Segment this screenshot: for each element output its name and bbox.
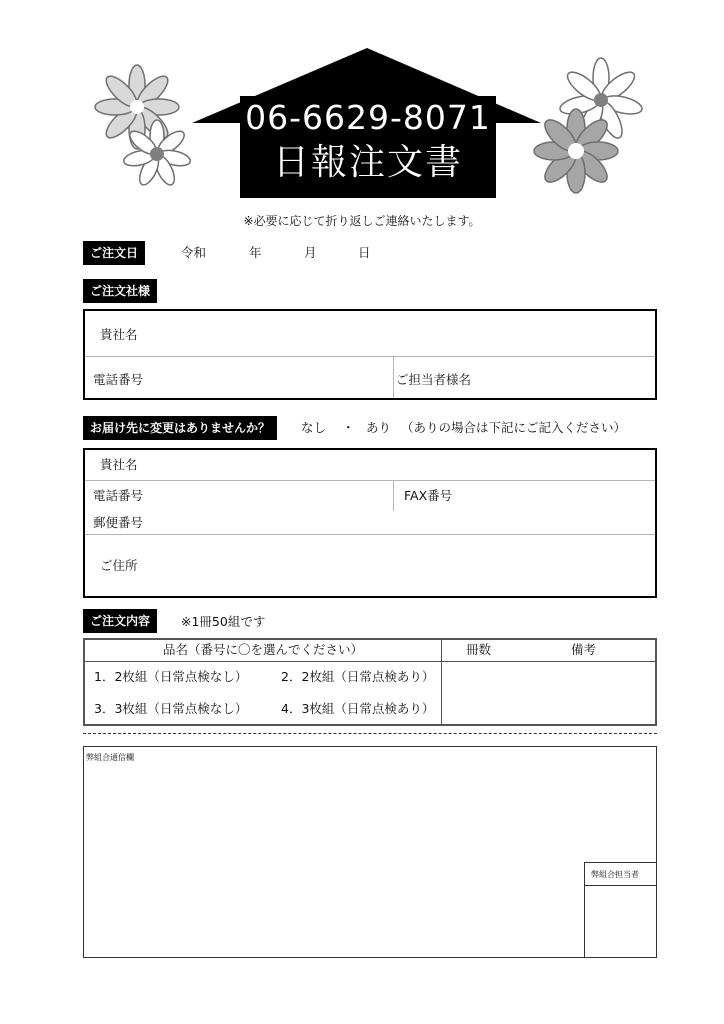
delivery-address-label: ご住所 (100, 558, 138, 573)
communication-label: 弊組合通信欄 (86, 753, 134, 762)
delivery-yes-option[interactable]: あり (366, 420, 392, 435)
divider (85, 356, 655, 357)
delivery-no-option[interactable]: なし (301, 420, 327, 435)
divider (393, 357, 394, 398)
communication-box (83, 746, 657, 958)
delivery-question-label: お届け先に変更はありませんか？ (83, 416, 277, 440)
customer-company-label: 貴社名 (100, 327, 138, 342)
flower-icon (534, 109, 618, 193)
delivery-phone-label: 電話番号 (93, 488, 144, 503)
divider (85, 534, 655, 535)
month-label: 月 (304, 245, 317, 260)
day-label: 日 (358, 245, 371, 260)
order-date-label: ご注文日 (83, 241, 145, 265)
customer-box (83, 309, 657, 400)
option-item[interactable]: 3．3枚組（日常点検なし） (94, 701, 248, 716)
page-title: 日報注文書 (272, 142, 463, 183)
delivery-instruction: （ありの場合は下記にご記入ください） (401, 420, 627, 435)
staff-label: 弊組合担当者 (591, 870, 639, 879)
table-header-divider (85, 661, 655, 662)
divider (393, 481, 394, 511)
col-remarks-header: 備考 (571, 642, 597, 657)
option-item[interactable]: 4．3枚組（日常点検あり） (281, 701, 435, 716)
callback-note: ※必要に応じて折り返しご連絡いたします。 (243, 214, 481, 228)
delivery-postal-label: 郵便番号 (93, 515, 144, 530)
phone-number: 06-6629-8071 (245, 98, 491, 137)
col-item-header: 品名（番号に〇を選んでください） (162, 642, 363, 657)
customer-phone-label: 電話番号 (93, 372, 144, 387)
order-section-label: ご注文内容 (83, 609, 157, 633)
option-item[interactable]: 2．2枚組（日常点検あり） (281, 669, 435, 684)
era-label: 令和 (181, 245, 207, 260)
customer-section-label: ご注文社様 (83, 279, 157, 303)
delivery-company-label: 貴社名 (100, 457, 138, 472)
option-item[interactable]: 1．2枚組（日常点検なし） (94, 669, 248, 684)
option-separator: ・ (342, 420, 355, 435)
table-column-divider (441, 640, 442, 724)
delivery-fax-label: FAX番号 (404, 488, 453, 503)
delivery-box (83, 448, 657, 598)
col-qty-header: 冊数 (466, 642, 492, 657)
divider (584, 885, 656, 886)
customer-contact-label: ご担当者様名 (396, 372, 472, 387)
unit-note: ※1冊50組です (181, 614, 266, 629)
year-label: 年 (249, 245, 262, 260)
divider (85, 480, 655, 481)
cut-line (83, 733, 657, 734)
